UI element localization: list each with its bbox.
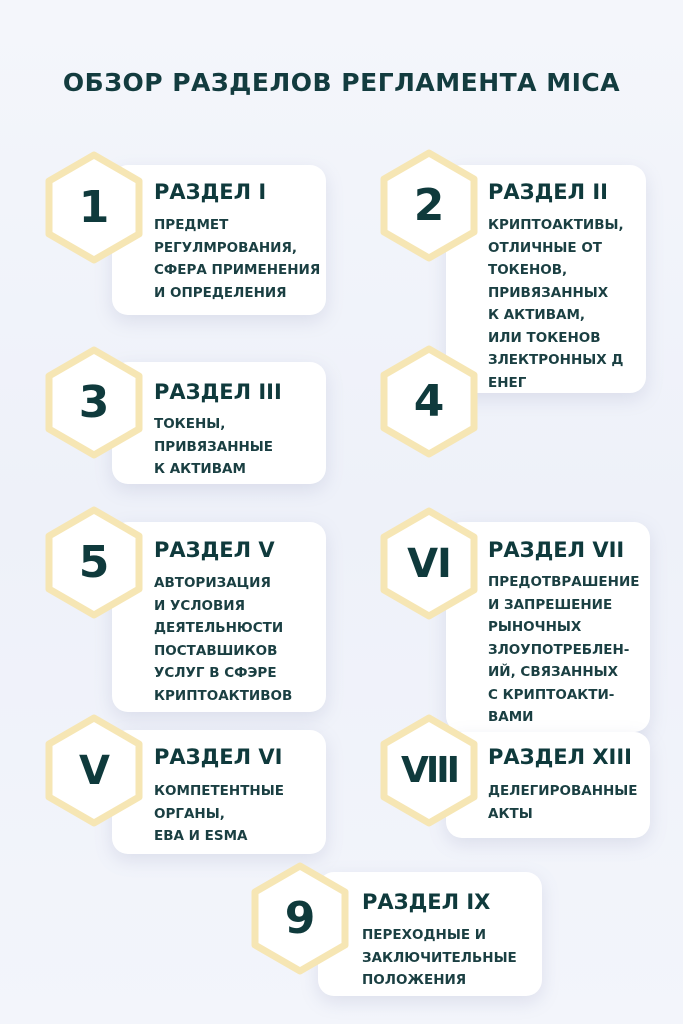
section-heading: РАЗДЕЛ V <box>154 538 275 562</box>
hexagon-badge-8 <box>379 713 479 828</box>
hexagon-badge-5 <box>44 505 144 620</box>
badge-label: 4 <box>413 376 445 427</box>
section-heading: РАЗДЕЛ II <box>488 180 608 204</box>
hexagon-badge-4 <box>379 344 479 459</box>
badge-label: 5 <box>78 537 110 588</box>
section-description: ДЕЛЕГИРОВАННЫЕ АКТЫ <box>488 783 638 822</box>
hexagon-badge-9 <box>250 861 350 976</box>
section-heading: РАЗДЕЛ VI <box>154 745 283 769</box>
section-heading: РАЗДЕЛ XIII <box>488 745 632 769</box>
section-heading: РАЗДЕЛ VII <box>488 538 625 562</box>
badge-label: 9 <box>284 893 316 944</box>
section-description: ПРЕДМЕТ РЕГУЛМРОВАНИЯ, СФЕРА ПРИМЕНЕНИЯ И ОПРЕДЕЛЕНИЯ <box>154 217 321 301</box>
section-description: ТОКЕНЫ, ПРИВЯЗАННЫЕ К АКТИВАМ <box>154 416 274 477</box>
hexagon-badge-2 <box>379 148 479 263</box>
hexagon-badge-6 <box>379 506 479 621</box>
badge-label: 2 <box>413 180 445 231</box>
hexagon-badge-1 <box>44 150 144 265</box>
page-title: ОБЗОР РАЗДЕЛОВ РЕГЛАМЕНТА MICA <box>62 68 621 97</box>
hexagon-badge-7 <box>44 713 144 828</box>
section-description: КРИПТОАКТИВЫ, ОТЛИЧНЫЕ ОТ ТОКЕНОВ, ПРИВЯЗАННЫХ К АКТИВАМ, ИЛИ ТОКЕНОВ ЗЛЕКТРОННЫХ Д ЕНЕГ <box>488 217 624 391</box>
section-heading: РАЗДЕЛ III <box>154 380 282 404</box>
section-description: ПЕРЕХОДНЫЕ И ЗАКЛЮЧИТЕЛЬНЫЕ ПОЛОЖЕНИЯ <box>362 927 517 988</box>
badge-label: V <box>79 747 109 794</box>
section-description: АВТОРИЗАЦИЯ И УСЛОВИЯ ДЕЯТЕЛЬНЮСТИ ПОСТАВШИКОВ УСЛУГ В СФЭРЕ КРИПТОАКТИВОВ <box>154 575 293 704</box>
badge-label: VIII <box>400 750 458 791</box>
section-description: КОМПЕТЕНТНЫЕ ОРГАНЫ, EBA И ESMA <box>154 783 284 844</box>
badge-label: 3 <box>78 377 110 428</box>
hexagon-badge-3 <box>44 345 144 460</box>
section-heading: РАЗДЕЛ IX <box>362 890 491 914</box>
badge-label: VI <box>407 540 451 587</box>
badge-label: 1 <box>78 182 110 233</box>
section-description: ПРЕДОТВРАШЕНИЕ И ЗАПРЕШЕНИЕ РЫНОЧНЫХ ЗЛОУПОТРЕБЛЕН- ИЙ, СВЯЗАННЫХ С КРИПТОАКТИ- ВАМИ <box>488 574 640 725</box>
section-heading: РАЗДЕЛ I <box>154 180 267 204</box>
